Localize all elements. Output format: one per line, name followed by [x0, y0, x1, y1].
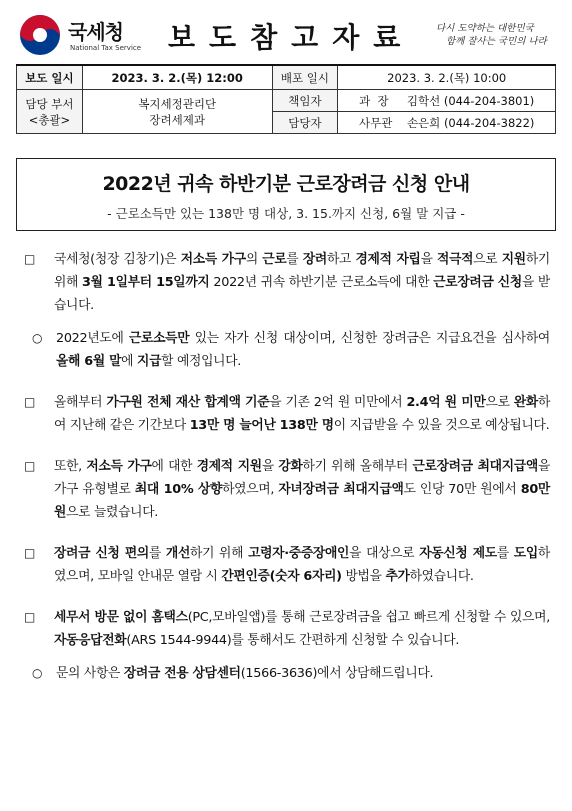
text: 으로: [485, 395, 514, 410]
emphasis: 자녀장려금 최대지급액: [278, 482, 404, 497]
square-bullet: □: [24, 395, 36, 409]
paragraph-3-text: [54, 391, 550, 437]
square-bullet: □: [24, 459, 36, 473]
text: 를: [286, 252, 303, 267]
text: 또한,: [54, 459, 87, 474]
department-line-2: 장려세제과: [149, 112, 205, 127]
manager-name: 김학선: [406, 93, 441, 108]
paragraph-1: [16, 248, 556, 317]
emphasis: 고령자·중증장애인: [248, 546, 350, 561]
emphasis: 근로: [262, 252, 287, 267]
manager-title: 과 장: [359, 93, 389, 108]
staff-name: 손은희: [406, 115, 441, 130]
slogan-line-2: 함께 잘사는 국민의 나라: [446, 36, 547, 47]
text: 의: [245, 252, 263, 267]
text: 이 지급받을 수 있을 것으로 예상됩니다.: [333, 418, 550, 433]
text: 을: [261, 459, 279, 474]
text: 를: [496, 546, 514, 561]
emphasis: 저소득 가구: [86, 459, 152, 474]
content: [16, 240, 556, 685]
emphasis: 간편인증(숫자 6자리): [221, 569, 342, 584]
emphasis: 강화: [278, 459, 303, 474]
text: 을 가구 유형별로: [54, 459, 550, 497]
text: 2022년도에: [56, 331, 129, 346]
text: (ARS 1544-9944)를 통해서도 간편하게 신청할 수 있습니다.: [126, 633, 460, 648]
paragraph-7-text: [56, 662, 550, 685]
square-bullet: □: [24, 252, 36, 266]
text: 하기 위해 올해부터: [302, 459, 413, 474]
department-label-line-2: <총괄>: [28, 112, 71, 127]
emphasis: 장려금 전용 상담센터: [123, 666, 241, 681]
text: 있는 자가 신청 대상이며, 신청한 장려금은 지급요건을 심사하여: [189, 331, 550, 346]
department-name: [82, 90, 272, 134]
emphasis: 가구원 전체 재산 합계액 기준: [106, 395, 270, 410]
emphasis: 완화: [513, 395, 538, 410]
department-label-line-1: 담당 부서: [25, 96, 74, 111]
paragraph-5: [16, 542, 556, 588]
emphasis: 자동응답전화: [54, 633, 127, 648]
paragraph-6-text: [54, 606, 550, 652]
text: 할 예정입니다.: [161, 354, 242, 369]
emphasis: 적극적: [437, 252, 474, 267]
org-name: 국세청: [68, 20, 123, 44]
report-date: 2023. 3. 2.(목) 12:00: [82, 65, 272, 90]
report-date-label: 보도 일시: [17, 65, 83, 90]
text: 을 기존 2억 원 미만에서: [269, 395, 407, 410]
text: (1566-3636)에서 상담해드립니다.: [240, 666, 434, 681]
info-table: [16, 64, 556, 134]
paragraph-1-text: [54, 248, 550, 317]
manager-contact: [338, 90, 556, 112]
text: 하였습니다.: [409, 569, 474, 584]
org-english-name: National Tax Service: [70, 44, 142, 52]
emphasis: 장려: [302, 252, 327, 267]
text: 을 대상으로: [349, 546, 420, 561]
department-line-1: 복지세정관리단: [138, 96, 217, 111]
emphasis: 13만 명 늘어난 138만 명: [189, 418, 334, 433]
circle-bullet: ○: [32, 666, 43, 680]
manager-phone: (044-204-3801): [443, 93, 535, 108]
text: 하기 위해: [190, 546, 249, 561]
distribution-date: 2023. 3. 2.(목) 10:00: [338, 65, 556, 90]
circle-bullet: ○: [32, 331, 43, 345]
distribution-date-label: 배포 일시: [272, 65, 338, 90]
sub-title: - 근로소득만 있는 138만 명 대상, 3. 15.까지 신청, 6월 말 지급 -: [107, 206, 465, 221]
paragraph-2-text: [56, 327, 550, 373]
emphasis: 3월 1일부터 15일까지: [82, 275, 210, 290]
emphasis: 개선: [165, 546, 191, 561]
header: [16, 8, 556, 64]
main-title: 2022년 귀속 하반기분 근로장려금 신청 안내: [102, 173, 470, 195]
press-release-title: 보도참고자료: [168, 21, 415, 54]
emphasis: 경제적 자립: [355, 252, 421, 267]
emphasis: 최대 10% 상향: [134, 482, 223, 497]
manager-label: 책임자: [272, 90, 338, 112]
emphasis: 근로장려금 신청: [433, 275, 522, 290]
staff-label: 담당자: [272, 112, 338, 134]
text: 에: [121, 354, 138, 369]
text: 문의 사항은: [56, 666, 124, 681]
emphasis: 세무서 방문 없이 홈택스: [54, 610, 188, 625]
text: 하였으며,: [222, 482, 279, 497]
emphasis: 도입: [513, 546, 538, 561]
paragraph-6: [16, 606, 556, 652]
text: 에 대한: [151, 459, 197, 474]
slogan: [436, 22, 566, 48]
title-box: [16, 158, 556, 231]
text: 2022년 귀속 하반기분 근로소득에 대한: [209, 275, 434, 290]
emphasis: 자동신청 제도: [419, 546, 497, 561]
text: (PC,모바일앱)를 통해 근로장려금을 쉽고 빠르게 신청할 수 있으며,: [187, 610, 550, 625]
staff-title: 사무관: [359, 115, 393, 130]
emphasis: 2.4억 원 미만: [406, 395, 486, 410]
paragraph-4-text: [54, 455, 550, 524]
emphasis: 올해 6월 말: [56, 354, 122, 369]
emphasis: 장려금 신청 편의: [54, 546, 149, 561]
slogan-line-1: 다시 도약하는 대한민국: [436, 23, 534, 34]
staff-contact: [338, 112, 556, 134]
text: 국세청(청장 김창기)은: [54, 252, 181, 267]
text: 을: [420, 252, 438, 267]
text: 으로 늘렸습니다.: [66, 505, 159, 520]
paragraph-2: [16, 327, 556, 373]
emphasis: 경제적 지원: [196, 459, 262, 474]
text: 을 받습니다.: [54, 275, 550, 313]
staff-phone: (044-204-3822): [443, 115, 535, 130]
emphasis: 지급: [137, 354, 162, 369]
paragraph-4: [16, 455, 556, 524]
paragraph-3: [16, 391, 556, 437]
text: 올해부터: [54, 395, 107, 410]
text: 방법을: [341, 569, 386, 584]
nts-logo-icon: [18, 13, 62, 57]
text: 하였으며, 모바일 안내문 열람 시: [54, 546, 550, 584]
emphasis: 추가: [385, 569, 410, 584]
text: 으로: [473, 252, 502, 267]
text: 하고: [326, 252, 356, 267]
emphasis: 근로장려금 최대지급액: [412, 459, 538, 474]
paragraph-5-text: [54, 542, 550, 588]
paragraph-7: [16, 662, 556, 685]
department-label: [17, 90, 83, 134]
emphasis: 80만 원: [54, 482, 550, 520]
emphasis: 지원: [501, 252, 526, 267]
text: 하여 지난해 같은 기간보다: [54, 395, 550, 433]
text: 하기 위해: [54, 252, 550, 290]
emphasis: 근로소득만: [128, 331, 190, 346]
square-bullet: □: [24, 546, 36, 560]
text: 도 인당 70만 원에서: [403, 482, 521, 497]
text: 를: [148, 546, 166, 561]
emphasis: 저소득 가구: [180, 252, 246, 267]
square-bullet: □: [24, 610, 36, 624]
